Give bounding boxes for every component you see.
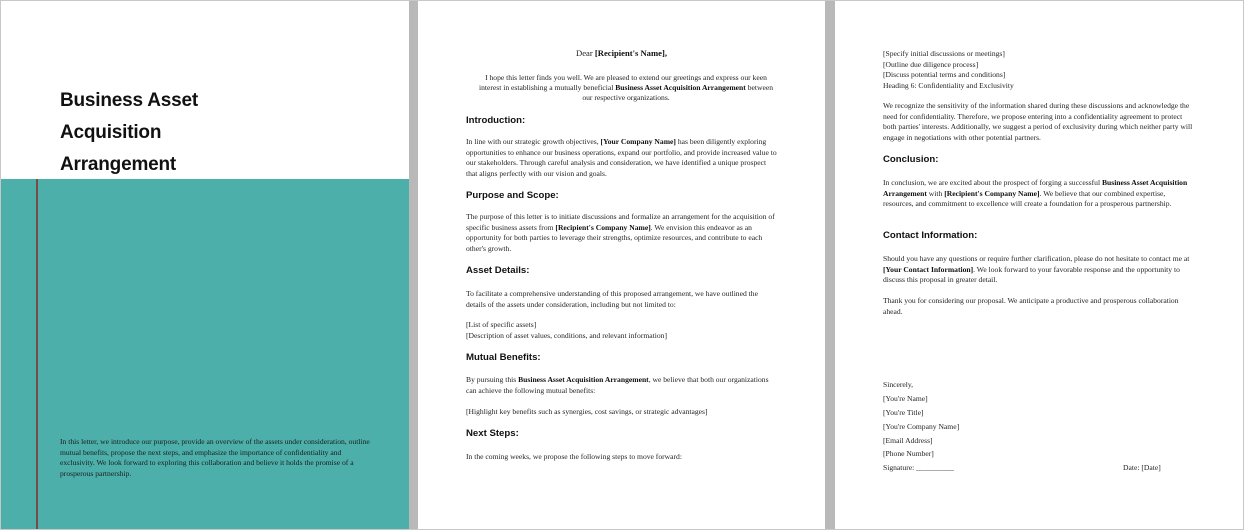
signature-line: Signature: __________ [883,463,955,472]
introduction-paragraph: In line with our strategic growth objectives, [Your Company Name] has been diligently exploring opportunities to enhance our business operations, expand our portfolio, and provide increased value to our stakeholders. Through careful analysis and consideration, we have identified a unique prospect that aligns perfectly with our vision and goals. [466,137,777,178]
salutation: Dear [Recipient's Name], [576,48,667,58]
next-step-item: [Discuss potential terms and conditions] [883,70,1006,79]
letter-page-2 [835,1,1242,529]
heading-asset-details: Asset Details: [466,265,530,276]
cover-page [1,1,409,529]
next-step-item: Heading 6: Confidentiality and Exclusivity [883,81,1014,90]
heading-next-steps: Next Steps: [466,428,519,439]
cover-title-line: Acquisition [60,122,162,143]
conclusion-paragraph: In conclusion, we are excited about the prospect of forging a successful Business Asset Acquisition Arrangement with [Recipient's Company Name]. We believe that our combined expertise, resources, and commitment to excellence will create a foundation for a prosperous partnership. [883,178,1188,209]
purpose-paragraph: The purpose of this letter is to initiate discussions and formalize an arrangement for the acquisition of specific business assets from [Recipient's Company Name]. We envision this endeavor as an opportunity for both parties to leverage their strengths, optimize resources, and contribute to each other's growth. [466,212,775,253]
heading-introduction: Introduction: [466,115,526,126]
date-line: Date: [Date] [1123,463,1161,472]
asset-details-paragraph: To facilitate a comprehensive understanding of this proposed arrangement, we have outlined the details of the assets under consideration, including but not limited to: [466,289,758,309]
page-gutter [409,1,418,529]
cover-title [60,85,360,181]
next-step-item: [Outline due diligence process] [883,60,979,69]
signoff-field: [You're Company Name] [883,422,960,431]
contact-paragraph: Should you have any questions or require further clarification, please do not hesitate to contact me at [Your Contact Information]. We look forward to your favorable response and the opportunity to discuss this proposal in greater detail. [883,254,1190,285]
heading-purpose: Purpose and Scope: [466,190,559,201]
signoff-field: [Phone Number] [883,449,934,458]
thanks-paragraph: Thank you for considering our proposal. We anticipate a productive and prosperous collaboration ahead. [883,296,1179,316]
benefits-item: [Highlight key benefits such as synergies, cost savings, or strategic advantages] [466,407,708,416]
signoff-field: [You're Title] [883,408,924,417]
closing: Sincerely, [883,380,914,389]
cover-vertical-rule [36,179,38,529]
heading-contact-information: Contact Information: [883,230,978,241]
benefits-paragraph: By pursuing this Business Asset Acquisition Arrangement, we believe that both our organizations can achieve the following mutual benefits: [466,375,769,395]
heading-mutual-benefits: Mutual Benefits: [466,352,541,363]
asset-list-item: [Description of asset values, conditions, and relevant information] [466,331,667,340]
next-steps-paragraph: In the coming weeks, we propose the following steps to move forward: [466,452,682,461]
cover-intro-paragraph: In this letter, we introduce our purpose, provide an overview of the assets under consideration, outline mutual benefits, propose the next steps, and emphasize the importance of confidentiality and exclusivity. We look forward to exploring this collaboration and believe it holds the promise of a prosperous partnership. [60,437,370,478]
signoff-field: [You're Name] [883,394,928,403]
next-step-item: [Specify initial discussions or meetings] [883,49,1005,58]
page-gutter [825,1,835,529]
opening-paragraph: I hope this letter finds you well. We are pleased to extend our greetings and express our keen interest in establishing a mutually beneficial Business Asset Acquisition Arrangement between our respective organizations. [478,73,774,102]
cover-title-line: Arrangement [60,154,177,175]
heading-conclusion: Conclusion: [883,154,939,165]
confidentiality-paragraph: We recognize the sensitivity of the information shared during these discussions and acknowledge the need for confidentiality. Therefore, we propose entering into a confidentiality agreement to protect both parties' interests. Additionally, we suggest a period of exclusivity during which neither party will engage in negotiations with other potential partners. [883,101,1193,142]
letter-page-1 [418,1,825,529]
signoff-field: [Email Address] [883,436,933,445]
cover-title-line: Business Asset [60,90,199,111]
asset-list-item: [List of specific assets] [466,320,537,329]
